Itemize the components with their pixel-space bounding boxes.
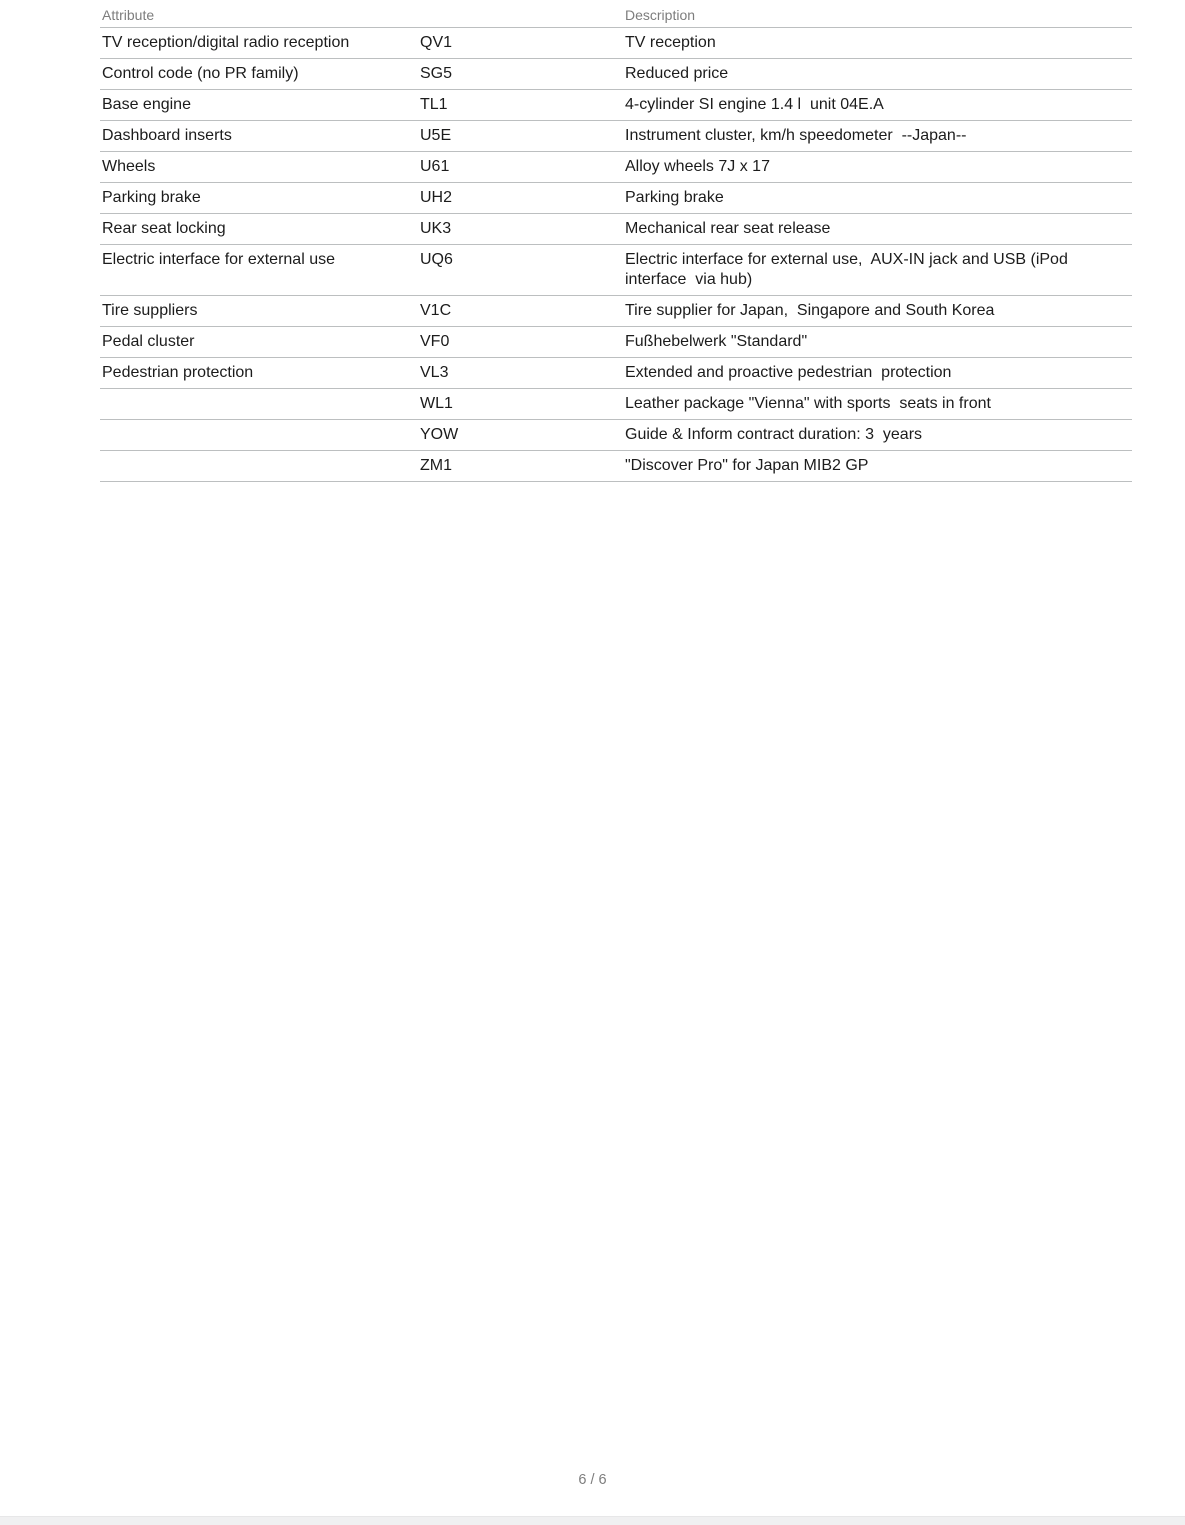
- table-row: [100, 214, 1132, 245]
- cell-code: VF0: [418, 327, 623, 358]
- cell-code: UQ6: [418, 245, 623, 296]
- cell-attribute: [100, 389, 418, 420]
- table-row: [100, 296, 1132, 327]
- cell-description: Alloy wheels 7J x 17: [623, 152, 1132, 183]
- table-header-row: [100, 0, 1132, 28]
- cell-description: Tire supplier for Japan, Singapore and South Korea: [623, 296, 1132, 327]
- cell-attribute: Dashboard inserts: [100, 121, 418, 152]
- cell-attribute: Pedestrian protection: [100, 358, 418, 389]
- cell-code: SG5: [418, 59, 623, 90]
- cell-code: QV1: [418, 28, 623, 59]
- bottom-bar: [0, 1516, 1185, 1525]
- cell-description: Guide & Inform contract duration: 3 years: [623, 420, 1132, 451]
- cell-attribute: Wheels: [100, 152, 418, 183]
- cell-code: U5E: [418, 121, 623, 152]
- table-row: [100, 358, 1132, 389]
- cell-description: Extended and proactive pedestrian protection: [623, 358, 1132, 389]
- table-row: [100, 152, 1132, 183]
- table-row: [100, 183, 1132, 214]
- cell-description: Leather package "Vienna" with sports seats in front: [623, 389, 1132, 420]
- cell-description: 4-cylinder SI engine 1.4 l unit 04E.A: [623, 90, 1132, 121]
- cell-attribute: Control code (no PR family): [100, 59, 418, 90]
- cell-attribute: Pedal cluster: [100, 327, 418, 358]
- table-row: [100, 28, 1132, 59]
- cell-attribute: Rear seat locking: [100, 214, 418, 245]
- cell-description: Instrument cluster, km/h speedometer --Japan--: [623, 121, 1132, 152]
- cell-description: Reduced price: [623, 59, 1132, 90]
- table-row: [100, 420, 1132, 451]
- cell-attribute: Electric interface for external use: [100, 245, 418, 296]
- cell-description: Electric interface for external use, AUX-IN jack and USB (iPod interface via hub): [623, 245, 1132, 296]
- table-row: [100, 389, 1132, 420]
- cell-attribute: Base engine: [100, 90, 418, 121]
- cell-code: WL1: [418, 389, 623, 420]
- cell-code: U61: [418, 152, 623, 183]
- table-row: [100, 90, 1132, 121]
- cell-attribute: [100, 451, 418, 482]
- cell-attribute: Parking brake: [100, 183, 418, 214]
- attributes-table: [100, 0, 1132, 482]
- column-header-code: [418, 0, 623, 28]
- attributes-table-container: [100, 0, 1132, 482]
- table-row: [100, 121, 1132, 152]
- cell-code: UK3: [418, 214, 623, 245]
- cell-attribute: [100, 420, 418, 451]
- cell-description: Mechanical rear seat release: [623, 214, 1132, 245]
- cell-attribute: Tire suppliers: [100, 296, 418, 327]
- cell-code: UH2: [418, 183, 623, 214]
- table-row: [100, 245, 1132, 296]
- cell-code: ZM1: [418, 451, 623, 482]
- page-number: 6 / 6: [578, 1472, 607, 1488]
- cell-code: V1C: [418, 296, 623, 327]
- cell-description: Fußhebelwerk "Standard": [623, 327, 1132, 358]
- cell-description: "Discover Pro" for Japan MIB2 GP: [623, 451, 1132, 482]
- cell-description: TV reception: [623, 28, 1132, 59]
- cell-code: TL1: [418, 90, 623, 121]
- cell-attribute: TV reception/digital radio reception: [100, 28, 418, 59]
- column-header-description: Description: [623, 0, 1132, 28]
- table-row: [100, 59, 1132, 90]
- table-body: [100, 28, 1132, 482]
- cell-description: Parking brake: [623, 183, 1132, 214]
- cell-code: VL3: [418, 358, 623, 389]
- cell-code: YOW: [418, 420, 623, 451]
- table-row: [100, 327, 1132, 358]
- column-header-attribute: Attribute: [100, 0, 418, 28]
- table-row: [100, 451, 1132, 482]
